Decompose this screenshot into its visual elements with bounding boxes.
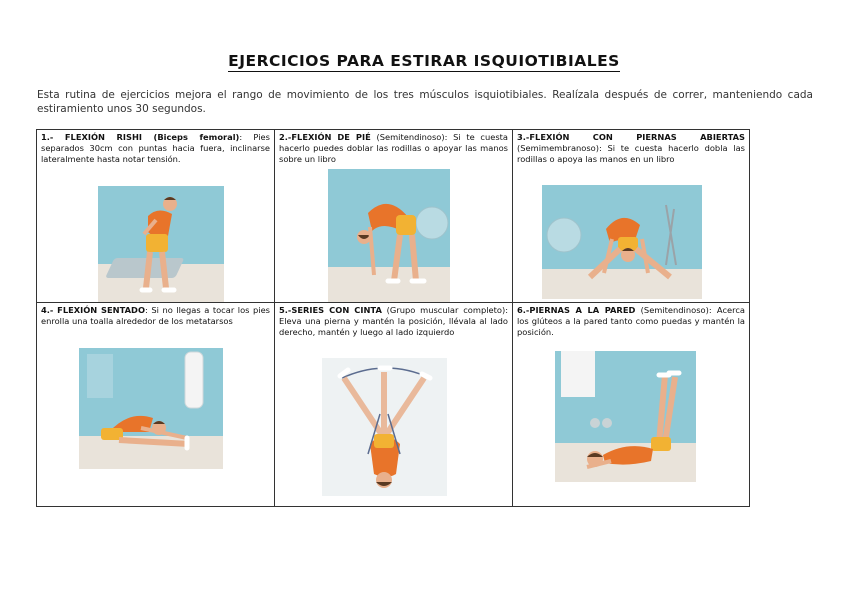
exercise-description: 1.- FLEXIÓN RISHI (Biceps femoral): Pies separados 30cm con puntas hacia fuera, inclinarse lateralmente hasta notar tensión. bbox=[41, 132, 270, 164]
intro-paragraph: Esta rutina de ejercicios mejora el rango de movimiento de los tres músculos isquiotibiales. Realízala después de correr, manteniendo cada estiramiento unos 30 segundos. bbox=[37, 89, 813, 115]
page-title: EJERCICIOS PARA ESTIRAR ISQUIOTIBIALES bbox=[228, 52, 620, 70]
exercise-card-5 bbox=[275, 303, 513, 506]
exercise-description: 6.-PIERNAS A LA PARED (Semitendinoso): Acerca los glúteos a la pared tanto como puedas y mantén la posición. bbox=[517, 305, 745, 337]
exercise-card-1 bbox=[37, 130, 275, 303]
wide-leg-fold-illustration bbox=[542, 185, 702, 299]
exercise-description: 3.-FLEXIÓN CON PIERNAS ABIERTAS (Semimembranoso): Si te cuesta hacerlo dobla las rodillas o apoya las manos en un libro bbox=[517, 132, 745, 164]
exercise-card-6 bbox=[513, 303, 749, 506]
exercise-card-3 bbox=[513, 130, 749, 303]
exercise-grid bbox=[36, 129, 750, 507]
exercise-card-4 bbox=[37, 303, 275, 506]
standing-forward-fold-illustration bbox=[328, 169, 450, 302]
exercise-description: 4.- FLEXIÓN SENTADO: Si no llegas a tocar los pies enrolla una toalla alrededor de los metatarsos bbox=[41, 305, 270, 326]
seated-forward-fold-illustration bbox=[79, 348, 223, 469]
exercise-description: 5.-SERIES CON CINTA (Grupo muscular completo): Eleva una pierna y mantén la posición, llévala al lado derecho, mantén y luego al lado izquierdo bbox=[279, 305, 508, 337]
lying-leg-raise-strap-illustration bbox=[322, 358, 447, 496]
exercise-card-2 bbox=[275, 130, 513, 303]
standing-lateral-bend-illustration bbox=[98, 186, 224, 302]
legs-up-wall-illustration bbox=[555, 351, 696, 482]
exercise-description: 2.-FLEXIÓN DE PIÉ (Semitendinoso): Si te cuesta hacerlo puedes doblar las rodillas o apoyar las manos sobre un libro bbox=[279, 132, 509, 164]
